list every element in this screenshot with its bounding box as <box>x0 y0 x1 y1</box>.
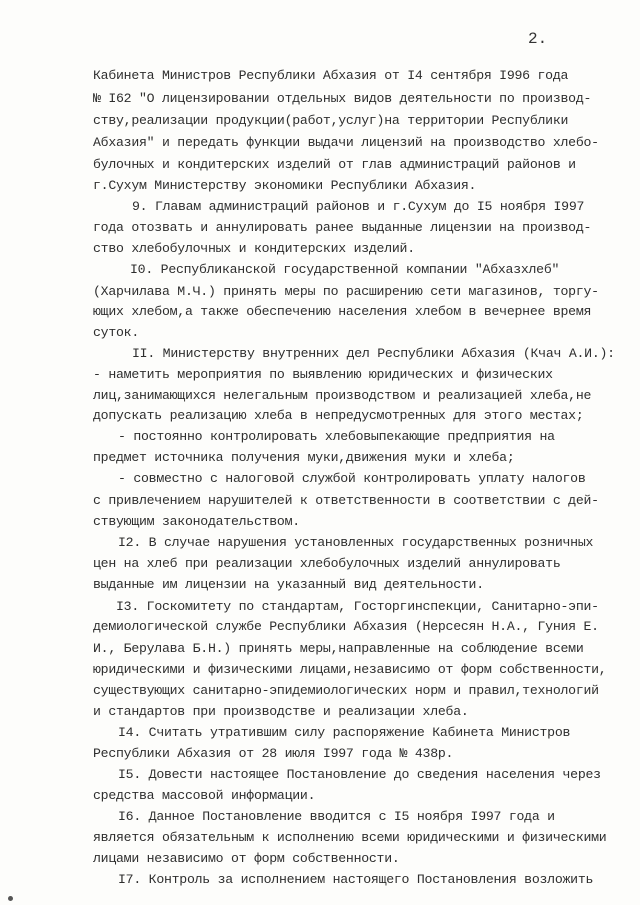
text-line: юридическими и физическими лицами,независимо от форм собственности, <box>93 662 607 677</box>
text-line: г.Сухум Министерству экономики Республики Абхазия. <box>93 178 477 193</box>
text-line: цен на хлеб при реализации хлебобулочных изделий аннулировать <box>93 556 561 571</box>
text-line: ствующим законодательством. <box>93 514 300 529</box>
page-number: 2. <box>528 30 548 48</box>
text-line: - совместно с налоговой службой контролировать уплату налогов <box>118 471 586 486</box>
text-line: демиологической службе Республики Абхазия (Нерсесян Н.А., Гуния Е. <box>93 619 599 634</box>
scan-mark <box>8 896 13 901</box>
text-line: выданные им лицензии на указанный вид деятельности. <box>93 577 484 592</box>
text-line: I6. Данное Постановление вводится с I5 ноября I997 года и <box>118 809 555 824</box>
text-line: (Харчилава М.Ч.) принять меры по расширению сети магазинов, торгу- <box>93 284 599 299</box>
text-line: I4. Считать утратившим силу распоряжение Кабинета Министров <box>118 725 571 740</box>
text-line: II. Министерству внутренних дел Республики Абхазия (Кчач А.И.): <box>132 346 615 361</box>
text-line: Кабинета Министров Республики Абхазия от I4 сентября I996 года <box>93 68 569 83</box>
text-line: 9. Главам администраций районов и г.Сухум до I5 ноября I997 <box>132 199 585 214</box>
text-line: - наметить мероприятия по выявлению юридических и физических <box>93 367 553 382</box>
text-line: I7. Контроль за исполнением настоящего Постановления возложить <box>118 872 594 887</box>
text-line: И., Берулава Б.Н.) принять меры,направленные на соблюдение всеми <box>93 641 584 656</box>
text-line: является обязательным к исполнению всеми юридическими и физическими <box>93 830 607 845</box>
text-line: Абхазия" и передать функции выдачи лицензий на производство хлебо- <box>93 135 599 150</box>
text-line: лицами независимо от форм собственности. <box>93 851 400 866</box>
text-line: ющих хлебом,а также обеспечению населения хлебом в вечернее время <box>93 304 592 319</box>
text-line: лиц,занимающихся нелегальным производством и реализацией хлеба,не <box>93 388 592 403</box>
text-line: ству,реализации продукции(работ,услуг)на территории Республики <box>93 113 569 128</box>
text-line: ство хлебобулочных и кондитерских изделий. <box>93 241 415 256</box>
text-line: I5. Довести настоящее Постановление до сведения населения через <box>118 767 601 782</box>
text-line: предмет источника получения муки,движения муки и хлеба; <box>93 450 515 465</box>
text-line: I3. Госкомитету по стандартам, Госторгинспекции, Санитарно-эпи- <box>116 599 599 614</box>
text-line: допускать реализацию хлеба в непредусмотренных для этого местах; <box>93 408 584 423</box>
text-line: средства массовой информации. <box>93 788 316 803</box>
text-line: суток. <box>93 325 139 340</box>
text-line: № I62 "О лицензировании отдельных видов деятельности по производ- <box>93 91 592 106</box>
text-line: Республики Абхазия от 28 июля I997 года № 438р. <box>93 746 454 761</box>
text-line: и стандартов при производстве и реализации хлеба. <box>93 704 469 719</box>
text-line: года отозвать и аннулировать ранее выданные лицензии на производ- <box>93 220 592 235</box>
text-line: булочных и кондитерских изделий от глав администраций районов и <box>93 157 576 172</box>
text-line: I2. В случае нарушения установленных государственных розничных <box>118 535 594 550</box>
text-line: I0. Республиканской государственной компании "Абхазхлеб" <box>130 262 560 277</box>
text-line: существующих санитарно-эпидемиологических норм и правил,технологий <box>93 683 599 698</box>
text-line: с привлечением нарушителей к ответственности в соответствии с дей- <box>93 493 599 508</box>
text-line: - постоянно контролировать хлебовыпекающие предприятия на <box>118 429 555 444</box>
